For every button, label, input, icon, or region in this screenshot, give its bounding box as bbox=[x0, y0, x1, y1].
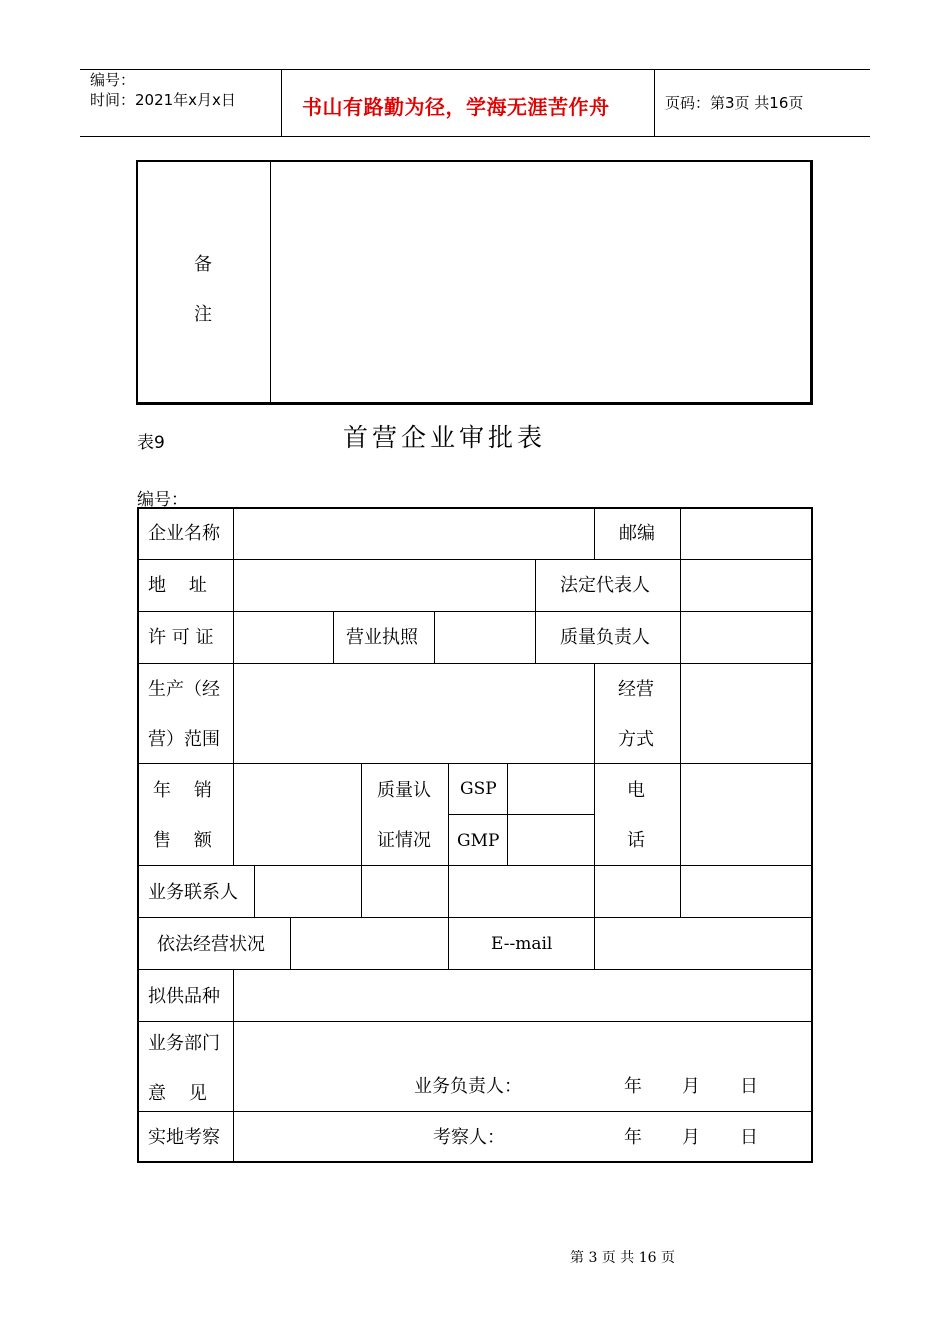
date-month: 月 bbox=[682, 1127, 700, 1148]
label-dept-signer: 业务负责人： bbox=[414, 1076, 522, 1097]
row-rule bbox=[139, 611, 811, 612]
label-varieties: 拟供品种 bbox=[148, 986, 220, 1007]
col-rule bbox=[680, 509, 681, 559]
footer-page-number: 第 3 页 共 16 页 bbox=[570, 1250, 675, 1266]
header-divider bbox=[654, 69, 655, 136]
header-time: 时间：2021年x月x日 bbox=[90, 91, 236, 109]
col-rule bbox=[361, 763, 362, 865]
table-serial-label: 编号： bbox=[137, 490, 188, 510]
header-page-info: 页码：第3页 共16页 bbox=[665, 94, 804, 112]
col-rule bbox=[680, 865, 681, 917]
label-dept-opinion: 业务部门 bbox=[148, 1033, 220, 1054]
col-rule bbox=[434, 611, 435, 663]
col-rule bbox=[233, 611, 234, 663]
row-rule bbox=[139, 917, 811, 918]
label-legal-rep: 法定代表人 bbox=[560, 575, 650, 596]
header-divider bbox=[281, 69, 282, 136]
col-rule bbox=[507, 763, 508, 865]
label-inspection: 实地考察 bbox=[148, 1127, 220, 1148]
date-year: 年 bbox=[624, 1076, 642, 1097]
label-gsp: GSP bbox=[460, 779, 497, 799]
label-annual-sales: 售 额 bbox=[153, 830, 212, 851]
col-rule bbox=[594, 509, 595, 559]
row-rule bbox=[139, 969, 811, 970]
col-rule bbox=[448, 917, 449, 969]
table-title: 首营企业审批表 bbox=[343, 423, 547, 452]
label-company-name: 企业名称 bbox=[148, 523, 220, 544]
row-rule bbox=[139, 559, 811, 560]
label-business-license: 营业执照 bbox=[346, 627, 418, 648]
col-rule bbox=[680, 611, 681, 663]
remarks-box bbox=[136, 160, 813, 405]
col-rule bbox=[594, 663, 595, 763]
header-motto: 书山有路勤为径，学海无涯苦作舟 bbox=[302, 95, 610, 119]
col-rule bbox=[233, 509, 234, 559]
col-rule bbox=[233, 663, 234, 763]
col-rule bbox=[594, 865, 595, 917]
label-phone: 电 bbox=[627, 780, 645, 801]
col-rule bbox=[535, 559, 536, 611]
label-business-mode: 经营 bbox=[618, 679, 654, 700]
row-rule bbox=[139, 1111, 811, 1112]
col-rule bbox=[680, 559, 681, 611]
remarks-label: 注 bbox=[194, 304, 212, 325]
col-rule bbox=[680, 663, 681, 763]
row-rule bbox=[139, 663, 811, 664]
header-serial-label: 编号： bbox=[90, 71, 136, 89]
col-rule bbox=[233, 763, 234, 865]
label-scope: 营）范围 bbox=[148, 729, 220, 750]
col-rule bbox=[290, 917, 291, 969]
row-rule bbox=[139, 763, 811, 764]
col-rule bbox=[594, 917, 595, 969]
label-postcode: 邮编 bbox=[619, 523, 655, 544]
label-gmp: GMP bbox=[457, 831, 500, 851]
date-year: 年 bbox=[624, 1127, 642, 1148]
col-rule bbox=[594, 763, 595, 865]
label-quality-cert: 质量认 bbox=[377, 780, 431, 801]
col-rule bbox=[448, 763, 449, 865]
label-address: 地 址 bbox=[148, 575, 207, 596]
remarks-label: 备 bbox=[194, 254, 212, 275]
label-scope: 生产（经 bbox=[148, 679, 220, 700]
label-phone: 话 bbox=[627, 830, 645, 851]
approval-table bbox=[137, 507, 813, 1163]
header-bottom-rule bbox=[80, 136, 870, 137]
row-rule bbox=[139, 1021, 811, 1022]
col-rule bbox=[448, 865, 449, 917]
date-day: 日 bbox=[740, 1076, 758, 1097]
col-rule bbox=[333, 611, 334, 663]
header-top-rule bbox=[80, 69, 870, 70]
label-email: E--mail bbox=[491, 934, 553, 954]
col-rule bbox=[254, 865, 255, 917]
row-rule bbox=[448, 814, 594, 815]
label-legal-status: 依法经营状况 bbox=[157, 934, 265, 955]
col-rule bbox=[680, 763, 681, 865]
label-dept-opinion: 意 见 bbox=[148, 1083, 207, 1104]
label-quality-head: 质量负责人 bbox=[560, 627, 650, 648]
col-rule bbox=[535, 611, 536, 663]
label-contact: 业务联系人 bbox=[148, 882, 238, 903]
table-caption: 表9 bbox=[137, 433, 165, 453]
label-license: 许 可 证 bbox=[148, 627, 214, 648]
label-inspector: 考察人： bbox=[433, 1127, 505, 1148]
col-rule bbox=[361, 865, 362, 917]
date-day: 日 bbox=[740, 1127, 758, 1148]
remarks-divider bbox=[270, 162, 271, 402]
label-annual-sales: 年 销 bbox=[153, 780, 212, 801]
label-business-mode: 方式 bbox=[618, 729, 654, 750]
date-month: 月 bbox=[682, 1076, 700, 1097]
row-rule bbox=[139, 865, 811, 866]
col-rule bbox=[233, 559, 234, 611]
label-quality-cert: 证情况 bbox=[377, 830, 431, 851]
col-rule bbox=[233, 969, 234, 1161]
